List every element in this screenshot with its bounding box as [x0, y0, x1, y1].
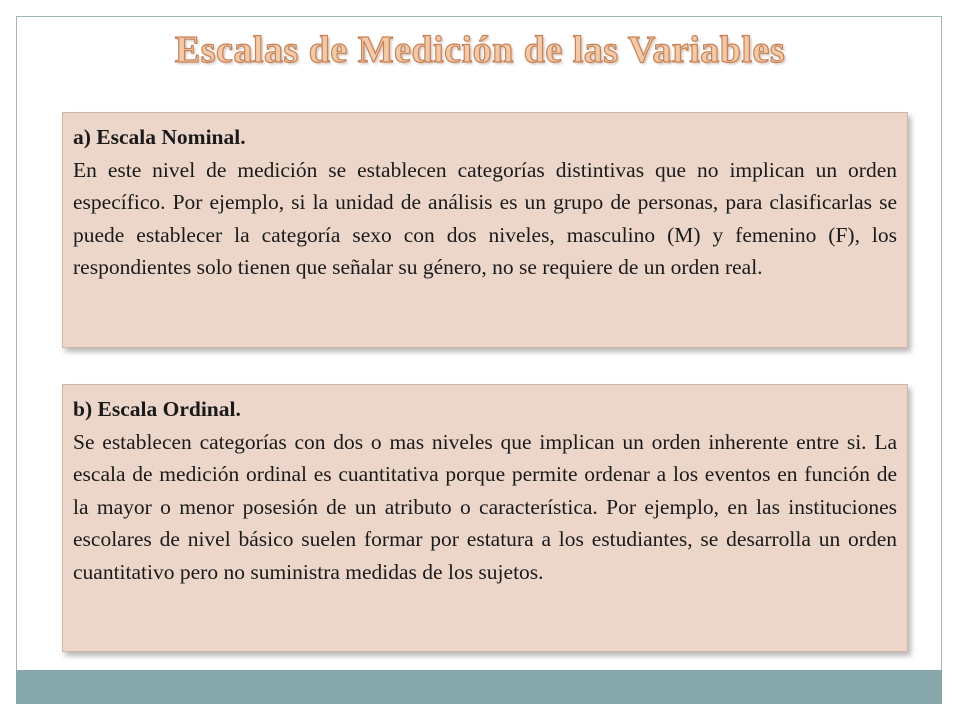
ordinal-scale-heading: b) Escala Ordinal.	[73, 397, 241, 421]
ordinal-scale-box	[62, 384, 908, 652]
nominal-scale-heading: a) Escala Nominal.	[73, 125, 246, 149]
nominal-scale-text: En este nivel de medición se establecen categorías distintivas que no implican un orden específico. Por ejemplo, si la unidad de análisis es un grupo de personas, para clasificarlas se puede establecer la categoría sexo con dos niveles, masculino (M) y femenino (F), los respondientes solo tienen que señalar su género, no se requiere de un orden real.	[73, 157, 897, 279]
slide-title: Escalas de Medición de las Variables	[174, 29, 786, 71]
nominal-scale-box	[62, 112, 908, 348]
ordinal-scale-text: Se establecen categorías con dos o mas niveles que implican un orden inherente entre si. La escala de medición ordinal es cuantitativa porque permite ordenar a los eventos en función de la mayor o menor posesión de un atributo o característica. Por ejemplo, en las instituciones escolares de nivel básico suelen formar por estatura a los estudiantes, se desarrolla un orden cuantitativo pero no suministra medidas de los sujetos.	[73, 429, 897, 584]
footer-bar	[16, 670, 942, 704]
